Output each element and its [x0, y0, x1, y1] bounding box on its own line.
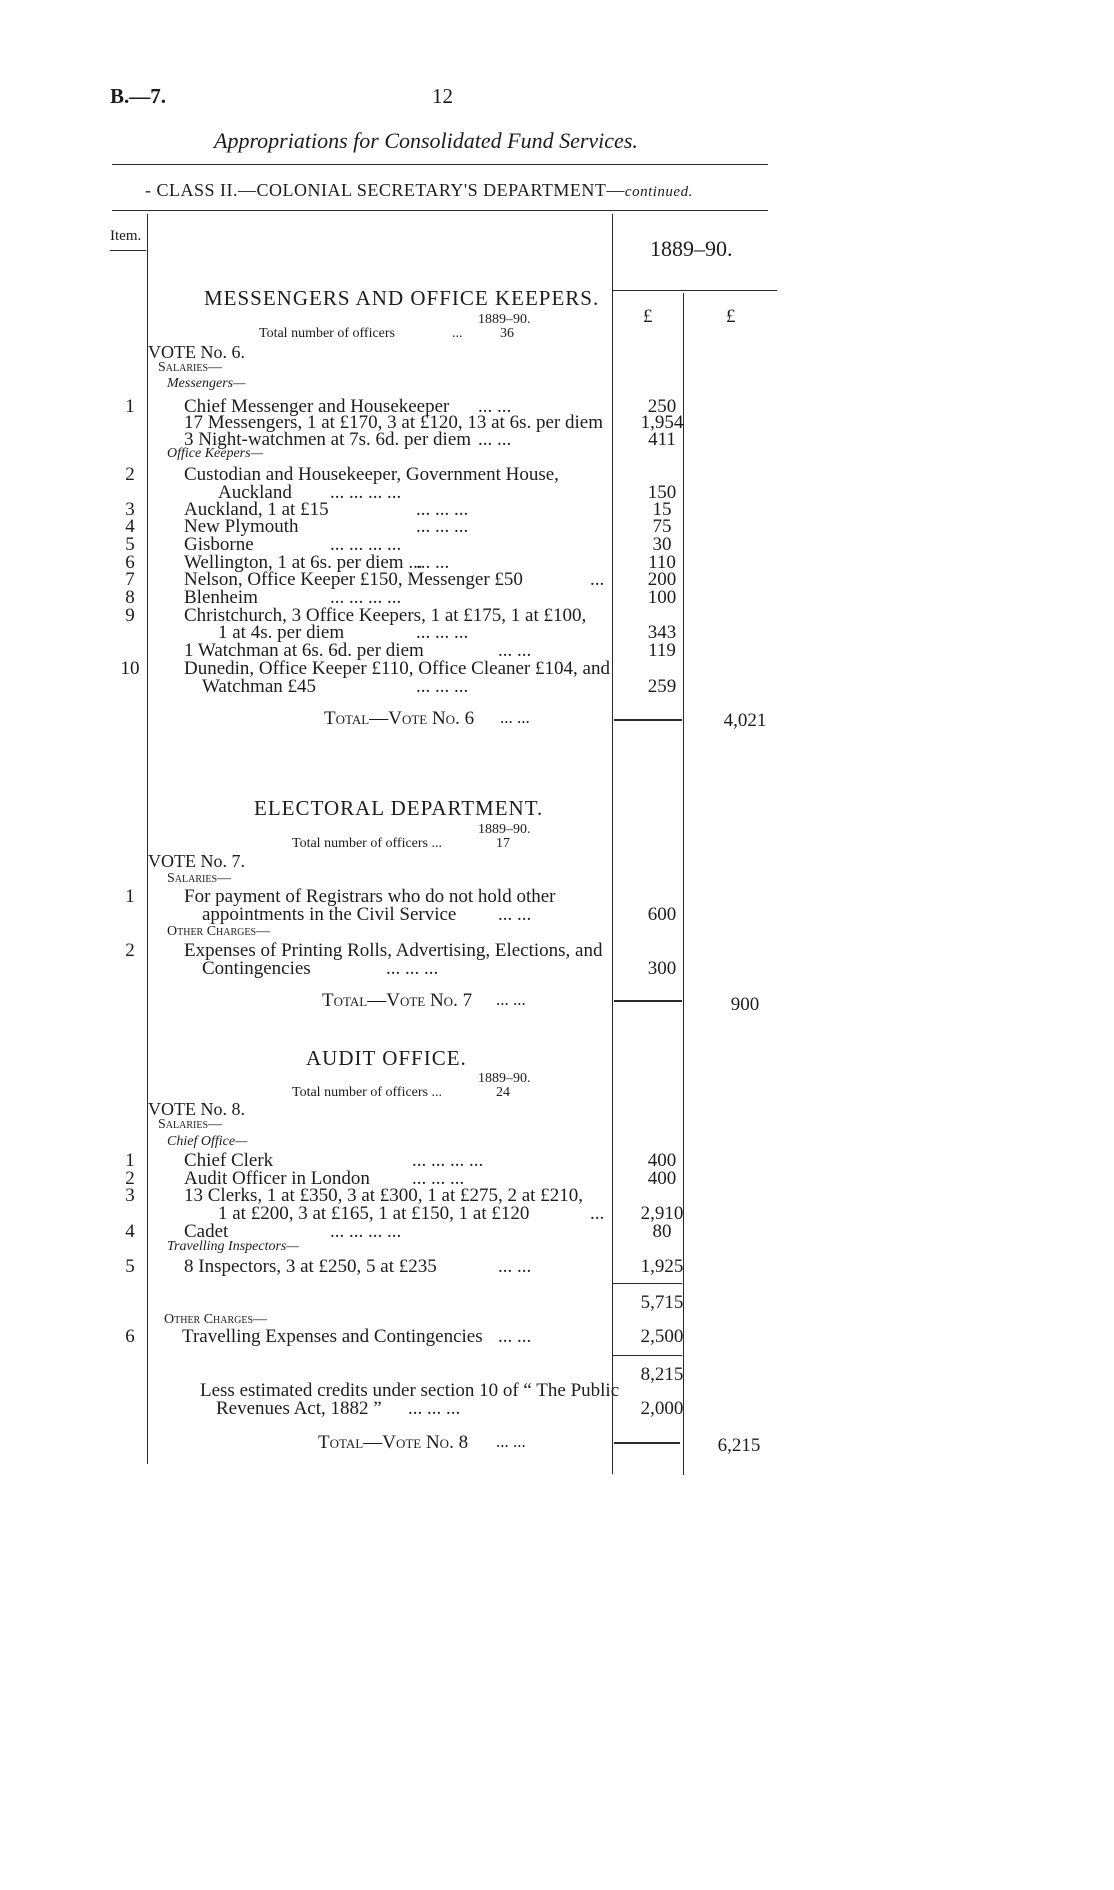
vote8-year: 1889–90. — [478, 1071, 531, 1086]
vote8-row-text: Cadet — [184, 1221, 229, 1242]
vote8-row-amount: 400 — [647, 1168, 677, 1189]
vote6-row-text: Chief Messenger and Housekeeper — [184, 396, 450, 417]
item-header-rule — [110, 250, 146, 251]
vote6-row-dots: ... ... ... ... — [330, 482, 402, 503]
vote8-row-text: Chief Clerk — [184, 1150, 274, 1171]
vote8-travel-amount: 2,500 — [640, 1326, 684, 1347]
vote6-row-item: 10 — [120, 658, 140, 679]
currency-header-1: £ — [643, 306, 653, 327]
vote6-row-amount: 250 — [647, 396, 677, 417]
class-line-continued: continued. — [624, 184, 693, 200]
vote7-row-text: For payment of Registrars who do not hold other — [184, 886, 556, 907]
vote8-row-text: 13 Clerks, 1 at £350, 3 at £300, 1 at £275, 2 at £210, — [184, 1185, 583, 1206]
vote6-row-dots: ... ... — [498, 640, 532, 661]
vote8-salaries: Salaries— — [158, 1117, 223, 1132]
vote6-row-amount: 100 — [647, 587, 677, 608]
vote8-subtotal-all: 8,215 — [640, 1364, 684, 1385]
vote8-row-amount: 1,925 — [640, 1256, 684, 1277]
vote6-officers-count: 36 — [500, 326, 514, 341]
vote6-row-text: Watchman £45 — [202, 676, 317, 697]
vote8-row-dots: ... ... ... ... — [330, 1221, 402, 1242]
vote6-row-dots: ... — [590, 569, 605, 590]
vote7-other-charges: Other Charges— — [167, 924, 271, 939]
vote7-row-item: 2 — [125, 940, 135, 961]
vote6-row-amount: 411 — [648, 429, 676, 450]
vote6-row-amount: 15 — [652, 499, 672, 520]
vote7-total-dots: ... ... — [496, 990, 526, 1009]
vote7-heading: ELECTORAL DEPARTMENT. — [254, 796, 544, 820]
vote6-row-text: Auckland, 1 at £15 — [184, 499, 329, 520]
vote6-row-dots: ... ... — [478, 396, 512, 417]
vote7-row-text: appointments in the Civil Service — [202, 904, 457, 925]
vote6-total-label: Total—Vote No. 6 — [324, 708, 475, 729]
year-header-rule — [612, 290, 777, 291]
vote8-row-item: 1 — [125, 1150, 135, 1171]
vote6-row-dots: ... ... ... ... — [330, 534, 402, 555]
title-rule — [112, 164, 768, 165]
vote7-total-rule — [614, 1000, 682, 1002]
vote6-row-item: 8 — [125, 587, 135, 608]
vote8-sub-chief-office: Chief Office— — [167, 1134, 248, 1149]
vote8-less-line1: Less estimated credits under section 10 of “ The Public — [200, 1380, 620, 1401]
vote8-officers-label: Total number of officers ... — [292, 1085, 442, 1100]
vote8-row-item: 3 — [125, 1185, 135, 1206]
vote8-heading: AUDIT OFFICE. — [306, 1046, 467, 1070]
vote6-row-amount: 259 — [647, 676, 677, 697]
vote6-row-item: 1 — [125, 396, 135, 417]
vote7-row-dots: ... ... ... — [386, 958, 439, 979]
vote8-row-amount: 2,910 — [640, 1203, 684, 1224]
vote6-row-text: Gisborne — [184, 534, 254, 555]
page-number: 12 — [432, 84, 453, 108]
vote8-sub-travelling: Travelling Inspectors— — [167, 1239, 299, 1254]
vote7-officers-count: 17 — [496, 836, 510, 851]
vote8-row-amount: 80 — [652, 1221, 672, 1242]
vote6-officers-label: Total number of officers — [259, 326, 395, 341]
vote8-row-item: 5 — [125, 1256, 135, 1277]
class-line-text: - CLASS II.—COLONIAL SECRETARY'S DEPARTMENT— — [145, 180, 625, 200]
vote6-row-item: 7 — [125, 569, 135, 590]
vote8-total-dots: ... ... — [496, 1432, 526, 1451]
vote6-row-text: Custodian and Housekeeper, Government House, — [184, 464, 559, 485]
vote6-row-dots: ... ... — [416, 552, 450, 573]
vote6-row-item: 5 — [125, 534, 135, 555]
vote6-row-amount: 75 — [652, 516, 672, 537]
vote6-row-text: Christchurch, 3 Office Keepers, 1 at £175, 1 at £100, — [184, 605, 587, 626]
vote6-row-amount: 119 — [648, 640, 676, 661]
vote6-row-amount: 343 — [647, 622, 677, 643]
vote6-heading: MESSENGERS AND OFFICE KEEPERS. — [204, 286, 600, 310]
vote6-row-dots: ... ... ... — [416, 499, 469, 520]
vote7-row-item: 1 — [125, 886, 135, 907]
vote6-row-dots: ... ... ... — [416, 622, 469, 643]
vote6-row-text: Blenheim — [184, 587, 258, 608]
vote8-row-text: 1 at £200, 3 at £165, 1 at £150, 1 at £120 — [218, 1203, 530, 1224]
vote8-row-text: 8 Inspectors, 3 at £250, 5 at £235 — [184, 1256, 437, 1277]
currency-header-2: £ — [726, 306, 736, 327]
vote8-row-dots: ... ... ... ... — [412, 1150, 484, 1171]
vote8-subtotal-rule-1 — [612, 1283, 682, 1284]
vote6-officers-dots: ... — [452, 326, 463, 341]
table-top-rule — [112, 210, 768, 211]
vote8-travel-item: 6 — [125, 1326, 135, 1347]
vote6-row-item: 6 — [125, 552, 135, 573]
vote6-row-text: Wellington, 1 at 6s. per diem ... — [184, 552, 423, 573]
vote8-label: VOTE No. 8. — [148, 1099, 245, 1119]
page-title: Appropriations for Consolidated Fund Services. — [214, 128, 638, 153]
vote8-less-line2: Revenues Act, 1882 ” — [216, 1398, 382, 1419]
vote7-row-amount: 300 — [647, 958, 677, 979]
vote8-less-dots: ... ... ... — [408, 1398, 461, 1419]
vote7-row-text: Contingencies — [202, 958, 311, 979]
vote8-total-label: Total—Vote No. 8 — [318, 1432, 469, 1453]
vote6-row-amount: 200 — [647, 569, 677, 590]
vote6-row-amount: 30 — [652, 534, 672, 555]
vote6-row-item: 2 — [125, 464, 135, 485]
vote7-salaries: Salaries— — [167, 871, 232, 886]
class-line — [145, 180, 693, 201]
vote6-row-amount: 1,954 — [640, 412, 684, 433]
vote6-row-text: 1 at 4s. per diem — [218, 622, 345, 643]
vote7-row-text: Expenses of Printing Rolls, Advertising, Elections, and — [184, 940, 603, 961]
vote6-salaries: Salaries— — [158, 360, 223, 375]
vote6-sub-messengers: Messengers— — [167, 376, 246, 391]
vote6-row-text: Nelson, Office Keeper £150, Messenger £50 — [184, 569, 523, 590]
vote7-row-dots: ... ... — [498, 904, 532, 925]
vote6-row-text: 3 Night-watchmen at 7s. 6d. per diem — [184, 429, 472, 450]
vote6-sub-office-keepers: Office Keepers— — [167, 446, 264, 461]
vote7-row-amount: 600 — [647, 904, 677, 925]
vote6-total-dots: ... ... — [500, 708, 530, 727]
vote6-row-text: New Plymouth — [184, 516, 299, 537]
year-column-header: 1889–90. — [650, 236, 733, 261]
vote7-officers-label: Total number of officers ... — [292, 836, 442, 851]
vote8-travel-dots: ... ... — [498, 1326, 532, 1347]
vote8-subtotal-rule-2 — [612, 1355, 682, 1356]
vote6-total: 4,021 — [723, 710, 767, 731]
vote6-row-dots: ... ... ... — [416, 676, 469, 697]
vote8-row-amount: 400 — [647, 1150, 677, 1171]
vote6-row-dots: ... ... ... ... — [330, 587, 402, 608]
vote8-other-charges: Other Charges— — [164, 1312, 268, 1327]
vote6-row-amount: 110 — [648, 552, 676, 573]
vote6-total-rule — [614, 719, 682, 721]
vote6-label: VOTE No. 6. — [148, 342, 245, 362]
vote6-row-text: 1 Watchman at 6s. 6d. per diem — [184, 640, 424, 661]
vote8-row-dots: ... — [590, 1203, 605, 1224]
vote6-row-amount: 150 — [647, 482, 677, 503]
item-column-header: Item. — [110, 228, 142, 244]
vote6-row-dots: ... ... — [478, 429, 512, 450]
vote8-travel-text: Travelling Expenses and Contingencies — [182, 1326, 483, 1347]
vote8-subtotal-salaries: 5,715 — [640, 1292, 684, 1313]
vote8-total: 6,215 — [717, 1435, 761, 1456]
vote6-row-item: 9 — [125, 605, 135, 626]
vote8-row-dots: ... ... ... — [412, 1168, 465, 1189]
vote6-year: 1889–90. — [478, 312, 531, 327]
vote6-row-dots: ... ... ... — [416, 516, 469, 537]
vote6-row-item: 3 — [125, 499, 135, 520]
vote7-total: 900 — [730, 994, 760, 1015]
page-reference: B.—7. — [110, 84, 167, 108]
vote6-row-text: Dunedin, Office Keeper £110, Office Cleaner £104, and — [184, 658, 610, 679]
vote8-row-item: 2 — [125, 1168, 135, 1189]
vote8-total-rule — [614, 1442, 680, 1444]
vote8-less-amount: 2,000 — [640, 1398, 684, 1419]
vote6-row-text: 17 Messengers, 1 at £170, 3 at £120, 13 at 6s. per diem — [184, 412, 603, 433]
vote7-total-label: Total—Vote No. 7 — [322, 990, 473, 1011]
vote7-year: 1889–90. — [478, 822, 531, 837]
vote8-officers-count: 24 — [496, 1085, 510, 1100]
vote8-row-text: Audit Officer in London — [184, 1168, 370, 1189]
vote6-row-text: Auckland — [218, 482, 292, 503]
vote6-row-item: 4 — [125, 516, 135, 537]
vote8-row-item: 4 — [125, 1221, 135, 1242]
vote8-row-dots: ... ... — [498, 1256, 532, 1277]
vote7-label: VOTE No. 7. — [148, 851, 245, 871]
